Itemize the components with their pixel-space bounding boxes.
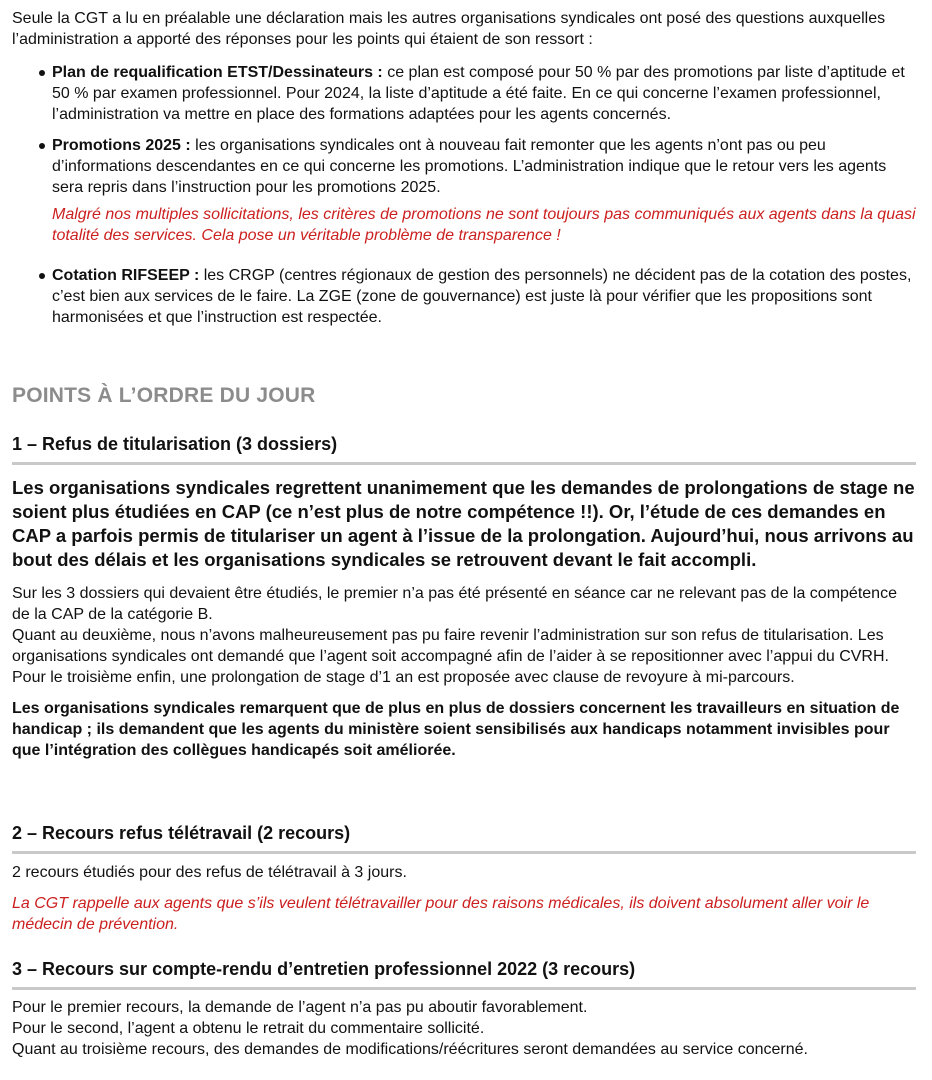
section-2-p1: 2 recours étudiés pour des refus de télétravail à 3 jours.	[12, 864, 407, 881]
section-title: POINTS À L’ORDRE DU JOUR	[12, 384, 316, 407]
point-label: Plan de requalification ETST/Dessinateurs :	[52, 64, 383, 81]
cgt-note-teletravail: La CGT rappelle aux agents que s’ils veulent télétravailler pour des raisons médicales, ils doivent absolument aller voir le médecin de prévention.	[12, 895, 870, 933]
cgt-note-promotions: Malgré nos multiples sollicitations, les critères de promotions ne sont toujours pas communiqués aux agents dans la quasi totalité des services. Cela pose un véritable problème de transparence !	[52, 206, 916, 244]
point-text: les organisations syndicales ont à nouveau fait remonter que les agents n’ont pas ou peu d’informations descendantes en ce qui concerne les promotions. L’administration indique que le retour vers les agents sera repris dans l’instruction pour les promotions 2025.	[52, 137, 887, 196]
intro-paragraph: Seule la CGT a lu en préalable une déclaration mais les autres organisations syndicales ont posé des questions auxquelles l’administration a apporté des réponses pour les points qui étaient de son ressort :	[12, 10, 886, 48]
section-3-content	[12, 997, 916, 1060]
point-label: Cotation RIFSEEP :	[52, 267, 200, 284]
section-1-details	[12, 583, 916, 688]
section-1-content	[12, 476, 916, 761]
section-1-p2: Quant au deuxième, nous n’avons malheureusement pas pu faire revenir l’administration sur son refus de titularisation. Les organisations syndicales ont demandé que l’agent soit accompagné afin de l’aider à se repositionner avec l’appui du CVRH.	[12, 627, 889, 665]
point-promotions	[12, 135, 918, 246]
response-points-list	[12, 62, 918, 328]
point-requalification	[12, 62, 918, 125]
point-label: Promotions 2025 :	[52, 137, 191, 154]
point-text: les CRGP (centres régionaux de gestion des personnels) ne décident pas de la cotation des postes, c’est bien aux services de le faire. La ZGE (zone de gouvernance) est juste là pour vérifier que les propositions sont harmonisées et que l’instruction est respectée.	[52, 267, 912, 326]
section-1-p3: Pour le troisième enfin, une prolongation de stage d’1 an est proposée avec clause de revoyure à mi-parcours.	[12, 669, 795, 686]
section-1-lead: Les organisations syndicales regrettent unanimement que les demandes de prolongations de stage ne soient plus étudiées en CAP (ce n’est plus de notre compétence !!). Or, l’étude de ces demandes en CAP a parfois permis de titulariser un agent à l’issue de la prolongation. Aujourd’hui, nous arrivons au bout des délais et les organisations syndicales se retrouvent devant le fait accompli.	[12, 477, 915, 570]
point-text: ce plan est composé pour 50 % par des promotions par liste d’aptitude et 50 % par examen professionnel. Pour 2024, la liste d’aptitude a été faite. En ce qui concerne l’examen professionnel, l’administration va mettre en place des formations adaptées pour les agents concernés.	[52, 64, 905, 123]
heading-recours-entretien: 3 – Recours sur compte-rendu d’entretien professionnel 2022 (3 recours)	[12, 957, 916, 990]
section-1-bold-note: Les organisations syndicales remarquent que de plus en plus de dossiers concernent les travailleurs en situation de handicap ; ils demandent que les agents du ministère soient sensibilisés aux handicaps notamment invisibles pour que l’intégration des collègues handicapés soit améliorée.	[12, 700, 900, 759]
section-1-p1: Sur les 3 dossiers qui devaient être étudiés, le premier n’a pas été présenté en séance car ne relevant pas de la compétence de la CAP de la catégorie B.	[12, 585, 897, 623]
point-rifseep	[12, 265, 918, 328]
heading-recours-teletravail: 2 – Recours refus télétravail (2 recours)	[12, 821, 916, 854]
section-3-p2: Pour le second, l’agent a obtenu le retrait du commentaire sollicité.	[12, 1020, 485, 1037]
section-3-p1: Pour le premier recours, la demande de l’agent n’a pas pu aboutir favorablement.	[12, 999, 588, 1016]
section-2-content	[12, 862, 916, 935]
heading-refus-titularisation: 1 – Refus de titularisation (3 dossiers)	[12, 432, 916, 465]
section-3-p3: Quant au troisième recours, des demandes de modifications/réécritures seront demandées au service concerné.	[12, 1041, 808, 1058]
